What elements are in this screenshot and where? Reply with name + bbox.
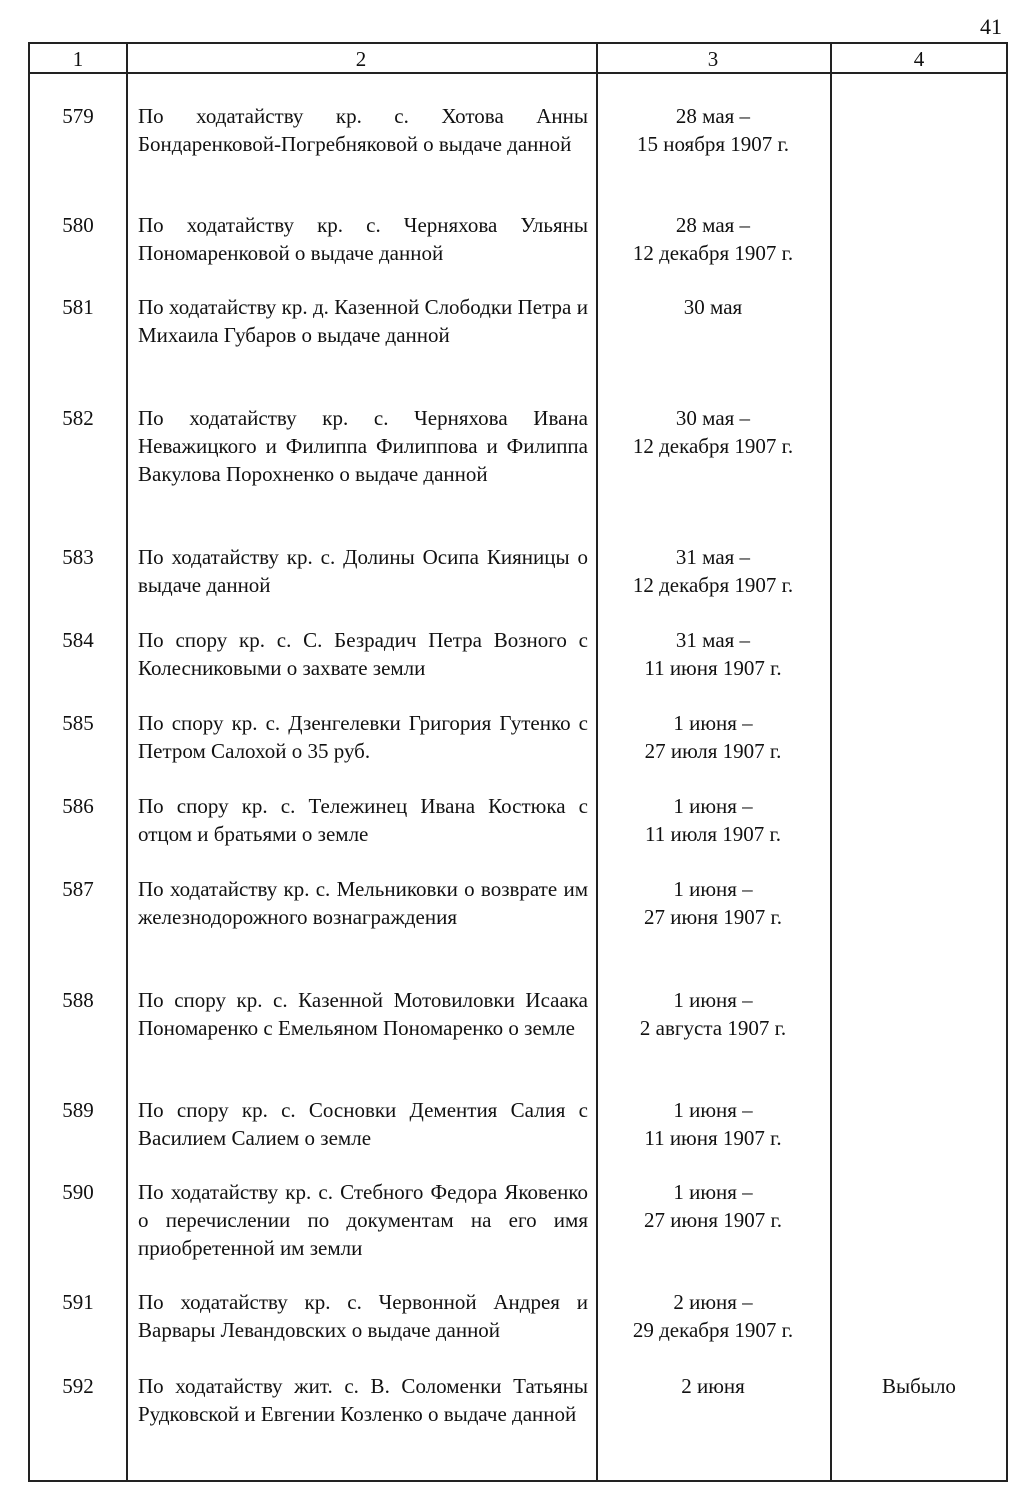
- date-start: 31 мая –: [675, 628, 751, 652]
- row-date: [596, 626, 830, 682]
- header-col-1: 1: [72, 47, 84, 71]
- row-number: 589: [62, 1098, 94, 1122]
- date-start: 1 июня –: [673, 1098, 753, 1122]
- date-end: 29 декабря 1907 г.: [632, 1318, 794, 1342]
- row-description: По спору кр. с. Дзенгелевки Григория Гутенко с Петром Салохой о 35 руб.: [138, 711, 588, 763]
- date-end: 11 июня 1907 г.: [644, 656, 782, 680]
- date-end: 27 июня 1907 г.: [643, 1208, 783, 1232]
- date-start: 28 мая –: [675, 213, 751, 237]
- date-start: 2 июня: [681, 1374, 745, 1398]
- date-end: 11 июля 1907 г.: [644, 822, 781, 846]
- row-description: По ходатайству кр. с. Долины Осипа Кияницы о выдаче данной: [138, 545, 588, 597]
- row-number: 584: [62, 628, 94, 652]
- date-end: 11 июня 1907 г.: [644, 1126, 782, 1150]
- page-number: 41: [980, 14, 1002, 39]
- date-start: 2 июня –: [673, 1290, 753, 1314]
- row-description: По ходатайству кр. с. Стебного Федора Яковенко о перечислении по документам на его имя приобретенной им земли: [138, 1180, 588, 1260]
- row-date: [596, 1288, 830, 1344]
- date-start: 1 июня –: [673, 988, 753, 1012]
- row-description: По спору кр. с. Тележинец Ивана Костюка с отцом и братьями о земле: [138, 794, 588, 846]
- row-description: По ходатайству кр. с. Хотова Анны Бондаренковой-Погребняковой о выдаче данной: [138, 104, 588, 156]
- row-date: [596, 709, 830, 765]
- date-start: 28 мая –: [675, 104, 751, 128]
- row-date: [596, 1372, 830, 1400]
- header-col-4: 4: [913, 47, 925, 71]
- date-start: 1 июня –: [673, 877, 753, 901]
- date-start: 1 июня –: [673, 794, 753, 818]
- header-row: [30, 44, 1006, 74]
- row-note: Выбыло: [882, 1374, 956, 1398]
- row-date: [596, 986, 830, 1042]
- row-description: По спору кр. с. Сосновки Дементия Салия с Василием Салием о земле: [138, 1098, 588, 1150]
- row-date: [596, 1096, 830, 1152]
- row-number: 583: [62, 545, 94, 569]
- date-start: 31 мая –: [675, 545, 751, 569]
- date-start: 1 июня –: [673, 711, 753, 735]
- row-description: По ходатайству кр. д. Казенной Слободки Петра и Михаила Губаров о выдаче данной: [138, 295, 588, 347]
- row-date: [596, 875, 830, 931]
- row-number: 592: [62, 1374, 94, 1398]
- row-description: По спору кр. с. Казенной Мотовиловки Исаака Пономаренко с Емельяном Пономаренко о земле: [138, 988, 588, 1040]
- row-number: 590: [62, 1180, 94, 1204]
- date-end: 27 июля 1907 г.: [644, 739, 782, 763]
- date-end: 12 декабря 1907 г.: [632, 241, 794, 265]
- row-description: По ходатайству кр. с. Черняхова Ивана Неважицкого и Филиппа Филиппова и Филиппа Вакулова Порохненко о выдаче данной: [138, 406, 588, 486]
- row-number: 581: [62, 295, 94, 319]
- row-number: 587: [62, 877, 94, 901]
- header-col-3: 3: [707, 47, 719, 71]
- row-number: 582: [62, 406, 94, 430]
- row-number: 588: [62, 988, 94, 1012]
- row-description: По спору кр. с. С. Безрадич Петра Возного с Колесниковыми о захвате земли: [138, 628, 588, 680]
- date-end: 12 декабря 1907 г.: [632, 573, 794, 597]
- row-date: [596, 102, 830, 158]
- row-date: [596, 543, 830, 599]
- row-date: [596, 1178, 830, 1234]
- row-description: По ходатайству кр. с. Червонной Андрея и Варвары Левандовских о выдаче данной: [138, 1290, 588, 1342]
- row-date: [596, 211, 830, 267]
- row-number: 591: [62, 1290, 94, 1314]
- row-date: [596, 293, 830, 321]
- date-end: 15 ноября 1907 г.: [636, 132, 790, 156]
- column-divider: [126, 44, 128, 1480]
- date-end: 12 декабря 1907 г.: [632, 434, 794, 458]
- row-date: [596, 404, 830, 460]
- header-col-2: 2: [355, 47, 367, 71]
- column-divider: [830, 44, 832, 1480]
- date-start: 30 мая –: [675, 406, 751, 430]
- row-number: 586: [62, 794, 94, 818]
- row-description: По ходатайству жит. с. В. Соломенки Татьяны Рудковской и Евгении Козленко о выдаче данной: [138, 1374, 588, 1426]
- row-description: По ходатайству кр. с. Мельниковки о возврате им железнодорожного вознаграждения: [138, 877, 588, 929]
- row-number: 580: [62, 213, 94, 237]
- row-description: По ходатайству кр. с. Черняхова Ульяны Пономаренковой о выдаче данной: [138, 213, 588, 265]
- row-date: [596, 792, 830, 848]
- archive-table: [28, 42, 1008, 1482]
- date-end: 2 августа 1907 г.: [639, 1016, 787, 1040]
- row-number: 579: [62, 104, 94, 128]
- date-start: 1 июня –: [673, 1180, 753, 1204]
- date-start: 30 мая: [683, 295, 743, 319]
- date-end: 27 июня 1907 г.: [643, 905, 783, 929]
- row-number: 585: [62, 711, 94, 735]
